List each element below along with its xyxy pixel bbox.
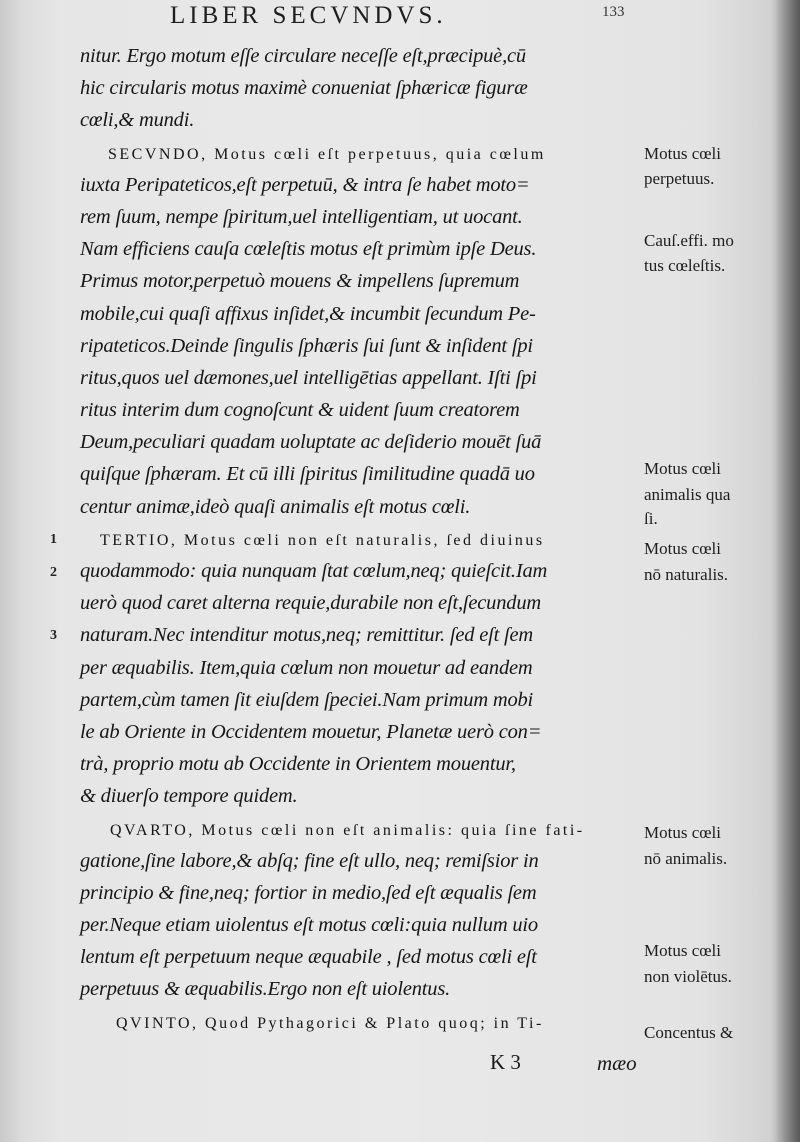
margin-note: perpetuus. — [644, 169, 715, 188]
signature-mark: K 3 — [490, 1050, 521, 1074]
text-line: mobile,cui quaſi affixus inſidet,& incumbit ſecundum Pe- — [80, 302, 536, 325]
text-line: Deum,peculiari quadam uoluptate ac deſiderio mouēt ſuā — [80, 431, 542, 454]
text-line: le ab Oriente in Occidentem mouetur, Planetæ uerò con= — [80, 720, 542, 743]
text-line: QVARTO, Motus cœli non eſt animalis: quia ſine fati- — [110, 821, 585, 839]
text-line: Primus motor,perpetuò mouens & impellens ſupremum — [80, 270, 520, 293]
margin-note: Motus cœli — [644, 941, 721, 960]
text-line: iuxta Peripateticos,eſt perpetuū, & intra ſe habet moto= — [80, 173, 530, 196]
text-line: SECVNDO, Motus cœli eſt perpetuus, quia cœlum — [108, 145, 546, 163]
main-text — [80, 40, 640, 1038]
margin-note: nō animalis. — [644, 849, 728, 868]
section-heading-line — [80, 813, 640, 845]
text-line: per æquabilis. Item,quia cœlum non mouetur ad eandem — [80, 656, 533, 679]
text-line: naturam.Nec intenditur motus,neq; remittitur. ſed eſt ſem — [80, 624, 534, 647]
margin-note: Cauſ.effi. mo — [644, 231, 734, 250]
text-line: & diuerſo tempore quidem. — [80, 785, 298, 808]
margin-note: animalis qua — [644, 485, 731, 504]
text-line: quiſque ſphæram. Et cū illi ſpiritus ſimilitudine quadā uo — [80, 463, 535, 486]
text-line: cœli,& mundi. — [80, 109, 195, 132]
line-markers — [50, 0, 70, 1142]
text-line: centur animæ,ideò quaſi animalis eſt motus cœli. — [80, 495, 471, 518]
text-line: ritus,quos uel dæmones,uel intelligētias appellant. Iſti ſpi — [80, 366, 537, 389]
section-heading-line — [80, 1006, 640, 1038]
text-line: uerò quod caret alterna requie,durabile non eſt,ſecundum — [80, 592, 541, 615]
text-line: gatione,ſine labore,& abſq; fine eſt ullo, neq; remiſsior in — [80, 849, 539, 872]
margin-notes — [644, 0, 779, 1142]
section-heading-line — [80, 523, 640, 555]
margin-note: nō naturalis. — [644, 565, 729, 584]
text-line: rem ſuum, nempe ſpiritum,uel intelligentiam, ut uocant. — [80, 205, 523, 228]
page-number: 133 — [602, 4, 625, 20]
text-line: nitur. Ergo motum eſſe circulare neceſſe eſt,præcipuè,cū — [80, 45, 526, 67]
text-line: principio & fine,neq; fortior in medio,ſed eſt æqualis ſem — [80, 881, 537, 904]
margin-note: tus cœleſtis. — [644, 256, 726, 275]
text-line: quodammodo: quia nunquam ſtat cœlum,neq; quieſcit.Iam — [80, 560, 548, 582]
margin-note: Motus cœli — [644, 144, 721, 163]
marker-2: 2 — [50, 565, 57, 580]
marker-1: 1 — [50, 532, 57, 547]
text-line: trà, proprio motu ab Occidente in Orientem mouentur, — [80, 753, 516, 776]
text-line: perpetuus & æquabilis.Ergo non eſt uiolentus. — [80, 978, 451, 1001]
section-heading-line — [80, 137, 640, 169]
catchword: mæo — [597, 1051, 637, 1075]
text-line: TERTIO, Motus cœli non eſt naturalis, ſed diuinus — [100, 531, 545, 549]
running-title: LIBER SECVNDVS. — [170, 2, 447, 29]
margin-note: ſi. — [644, 509, 658, 528]
text-line: partem,cùm tamen ſit eiuſdem ſpeciei.Nam primum mobi — [80, 688, 534, 711]
margin-note: Concentus & — [644, 1023, 734, 1042]
marker-3: 3 — [50, 628, 57, 643]
text-line: lentum eſt perpetuum neque æquabile , ſed motus cœli eſt — [80, 946, 537, 969]
margin-note: non violētus. — [644, 967, 732, 986]
page-header — [170, 2, 640, 32]
margin-note: Motus cœli — [644, 823, 721, 842]
text-line: ripateticos.Deinde ſingulis ſphæris ſui ſunt & inſident ſpi — [80, 334, 533, 357]
text-line: ritus interim dum cognoſcunt & uident ſuum creatorem — [80, 399, 520, 422]
text-line: per.Neque etiam uiolentus eſt motus cœli:quia nullum uio — [80, 914, 538, 937]
margin-note: Motus cœli — [644, 539, 721, 558]
text-line: QVINTO, Quod Pythagorici & Plato quoq; in Ti- — [116, 1014, 544, 1032]
text-line: hic circularis motus maximè conueniat ſphæricæ figuræ — [80, 77, 528, 100]
margin-note: Motus cœli — [644, 459, 721, 478]
text-line: Nam efficiens cauſa cœleſtis motus eſt primùm ipſe Deus. — [80, 238, 537, 261]
